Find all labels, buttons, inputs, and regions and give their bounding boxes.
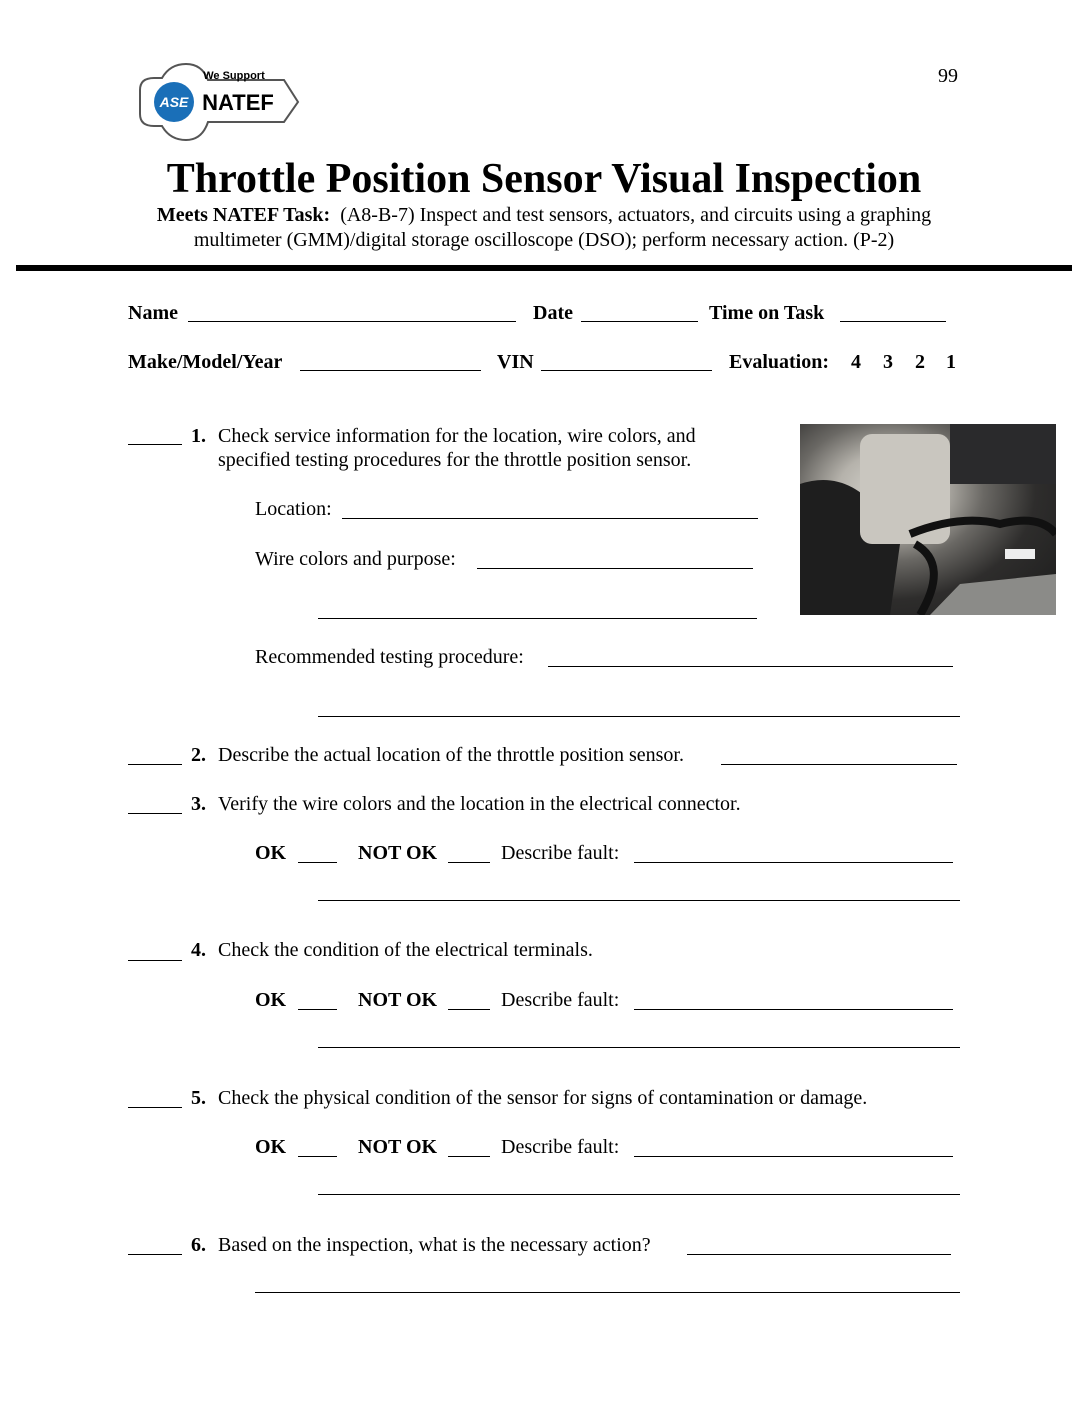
item-3-ok-field[interactable] (298, 862, 337, 863)
item-4-ok-label: OK (255, 989, 287, 1011)
name-label: Name (128, 302, 178, 324)
item-6-number: 6. (191, 1234, 206, 1256)
wire-colors-field[interactable] (477, 568, 753, 569)
score-1[interactable]: 1 (946, 351, 956, 373)
svg-text:NATEF: NATEF (202, 90, 274, 115)
wire-colors-field-2[interactable] (318, 618, 757, 619)
svg-text:We Support: We Support (203, 70, 265, 82)
time-on-task-label: Time on Task (709, 302, 825, 324)
item-5-check-field[interactable] (128, 1107, 182, 1108)
wire-colors-label: Wire colors and purpose: (255, 548, 456, 570)
make-model-year-label: Make/Model/Year (128, 351, 283, 373)
item-4-number: 4. (191, 939, 206, 961)
item-4-not-ok-field[interactable] (448, 1009, 490, 1010)
item-2-text: Describe the actual location of the throttle position sensor. (218, 744, 684, 766)
item-3-not-ok-label: NOT OK (358, 842, 438, 864)
evaluation-label: Evaluation: (729, 351, 830, 373)
page-number: 99 (938, 65, 958, 87)
item-4-fault-field-2[interactable] (318, 1047, 960, 1048)
name-field[interactable] (188, 321, 516, 322)
item-3-fault-field[interactable] (634, 862, 953, 863)
item-6-check-field[interactable] (128, 1254, 182, 1255)
item-3-describe-label: Describe fault: (501, 842, 620, 864)
item-6-answer-field[interactable] (687, 1254, 951, 1255)
item-6-text: Based on the inspection, what is the necessary action? (218, 1234, 651, 1256)
procedure-field[interactable] (548, 666, 953, 667)
item-5-not-ok-label: NOT OK (358, 1136, 438, 1158)
item-4-check-field[interactable] (128, 960, 182, 961)
item-2-number: 2. (191, 744, 206, 766)
task-line-2: multimeter (GMM)/digital storage oscilloscope (DSO); perform necessary action. (P-2) (193, 229, 895, 251)
date-field[interactable] (581, 321, 698, 322)
divider (16, 265, 1072, 271)
item-1-text: Check service information for the location, wire colors, and (218, 425, 696, 447)
item-4-text: Check the condition of the electrical terminals. (218, 939, 593, 961)
item-1-check-field[interactable] (128, 444, 182, 445)
item-5-not-ok-field[interactable] (448, 1156, 490, 1157)
item-2-check-field[interactable] (128, 764, 182, 765)
item-1-number: 1. (191, 425, 206, 447)
item-5-ok-label: OK (255, 1136, 287, 1158)
location-label: Location: (255, 498, 332, 520)
time-on-task-field[interactable] (840, 321, 946, 322)
make-model-year-field[interactable] (300, 370, 481, 371)
item-3-fault-field-2[interactable] (318, 900, 960, 901)
item-5-text: Check the physical condition of the sensor for signs of contamination or damage. (218, 1087, 868, 1109)
item-4-ok-field[interactable] (298, 1009, 337, 1010)
item-2-answer-field[interactable] (721, 764, 957, 765)
vin-label: VIN (497, 351, 534, 373)
item-4-describe-label: Describe fault: (501, 989, 620, 1011)
vin-field[interactable] (541, 370, 712, 371)
procedure-label: Recommended testing procedure: (255, 646, 524, 668)
item-6-answer-field-2[interactable] (255, 1292, 960, 1293)
task-line-1: Meets NATEF Task: (A8-B-7) Inspect and test sensors, actuators, and circuits using a graphing (156, 204, 932, 226)
item-3-number: 3. (191, 793, 206, 815)
item-3-ok-label: OK (255, 842, 287, 864)
procedure-field-2[interactable] (318, 716, 960, 717)
ase-natef-logo (134, 60, 304, 144)
item-3-text: Verify the wire colors and the location in the electrical connector. (218, 793, 741, 815)
item-5-ok-field[interactable] (298, 1156, 337, 1157)
item-3-check-field[interactable] (128, 813, 182, 814)
location-field[interactable] (342, 518, 758, 519)
date-label: Date (533, 302, 573, 324)
item-4-not-ok-label: NOT OK (358, 989, 438, 1011)
throttle-body-photo (800, 424, 1056, 615)
item-5-fault-field[interactable] (634, 1156, 953, 1157)
page-title: Throttle Position Sensor Visual Inspection (166, 156, 922, 202)
score-3[interactable]: 3 (883, 351, 893, 373)
score-2[interactable]: 2 (915, 351, 925, 373)
score-4[interactable]: 4 (851, 351, 861, 373)
item-5-fault-field-2[interactable] (318, 1194, 960, 1195)
item-5-describe-label: Describe fault: (501, 1136, 620, 1158)
item-4-fault-field[interactable] (634, 1009, 953, 1010)
item-1-text-2: specified testing procedures for the throttle position sensor. (218, 449, 692, 471)
item-5-number: 5. (191, 1087, 206, 1109)
svg-text:ASE: ASE (159, 94, 189, 110)
item-3-not-ok-field[interactable] (448, 862, 490, 863)
